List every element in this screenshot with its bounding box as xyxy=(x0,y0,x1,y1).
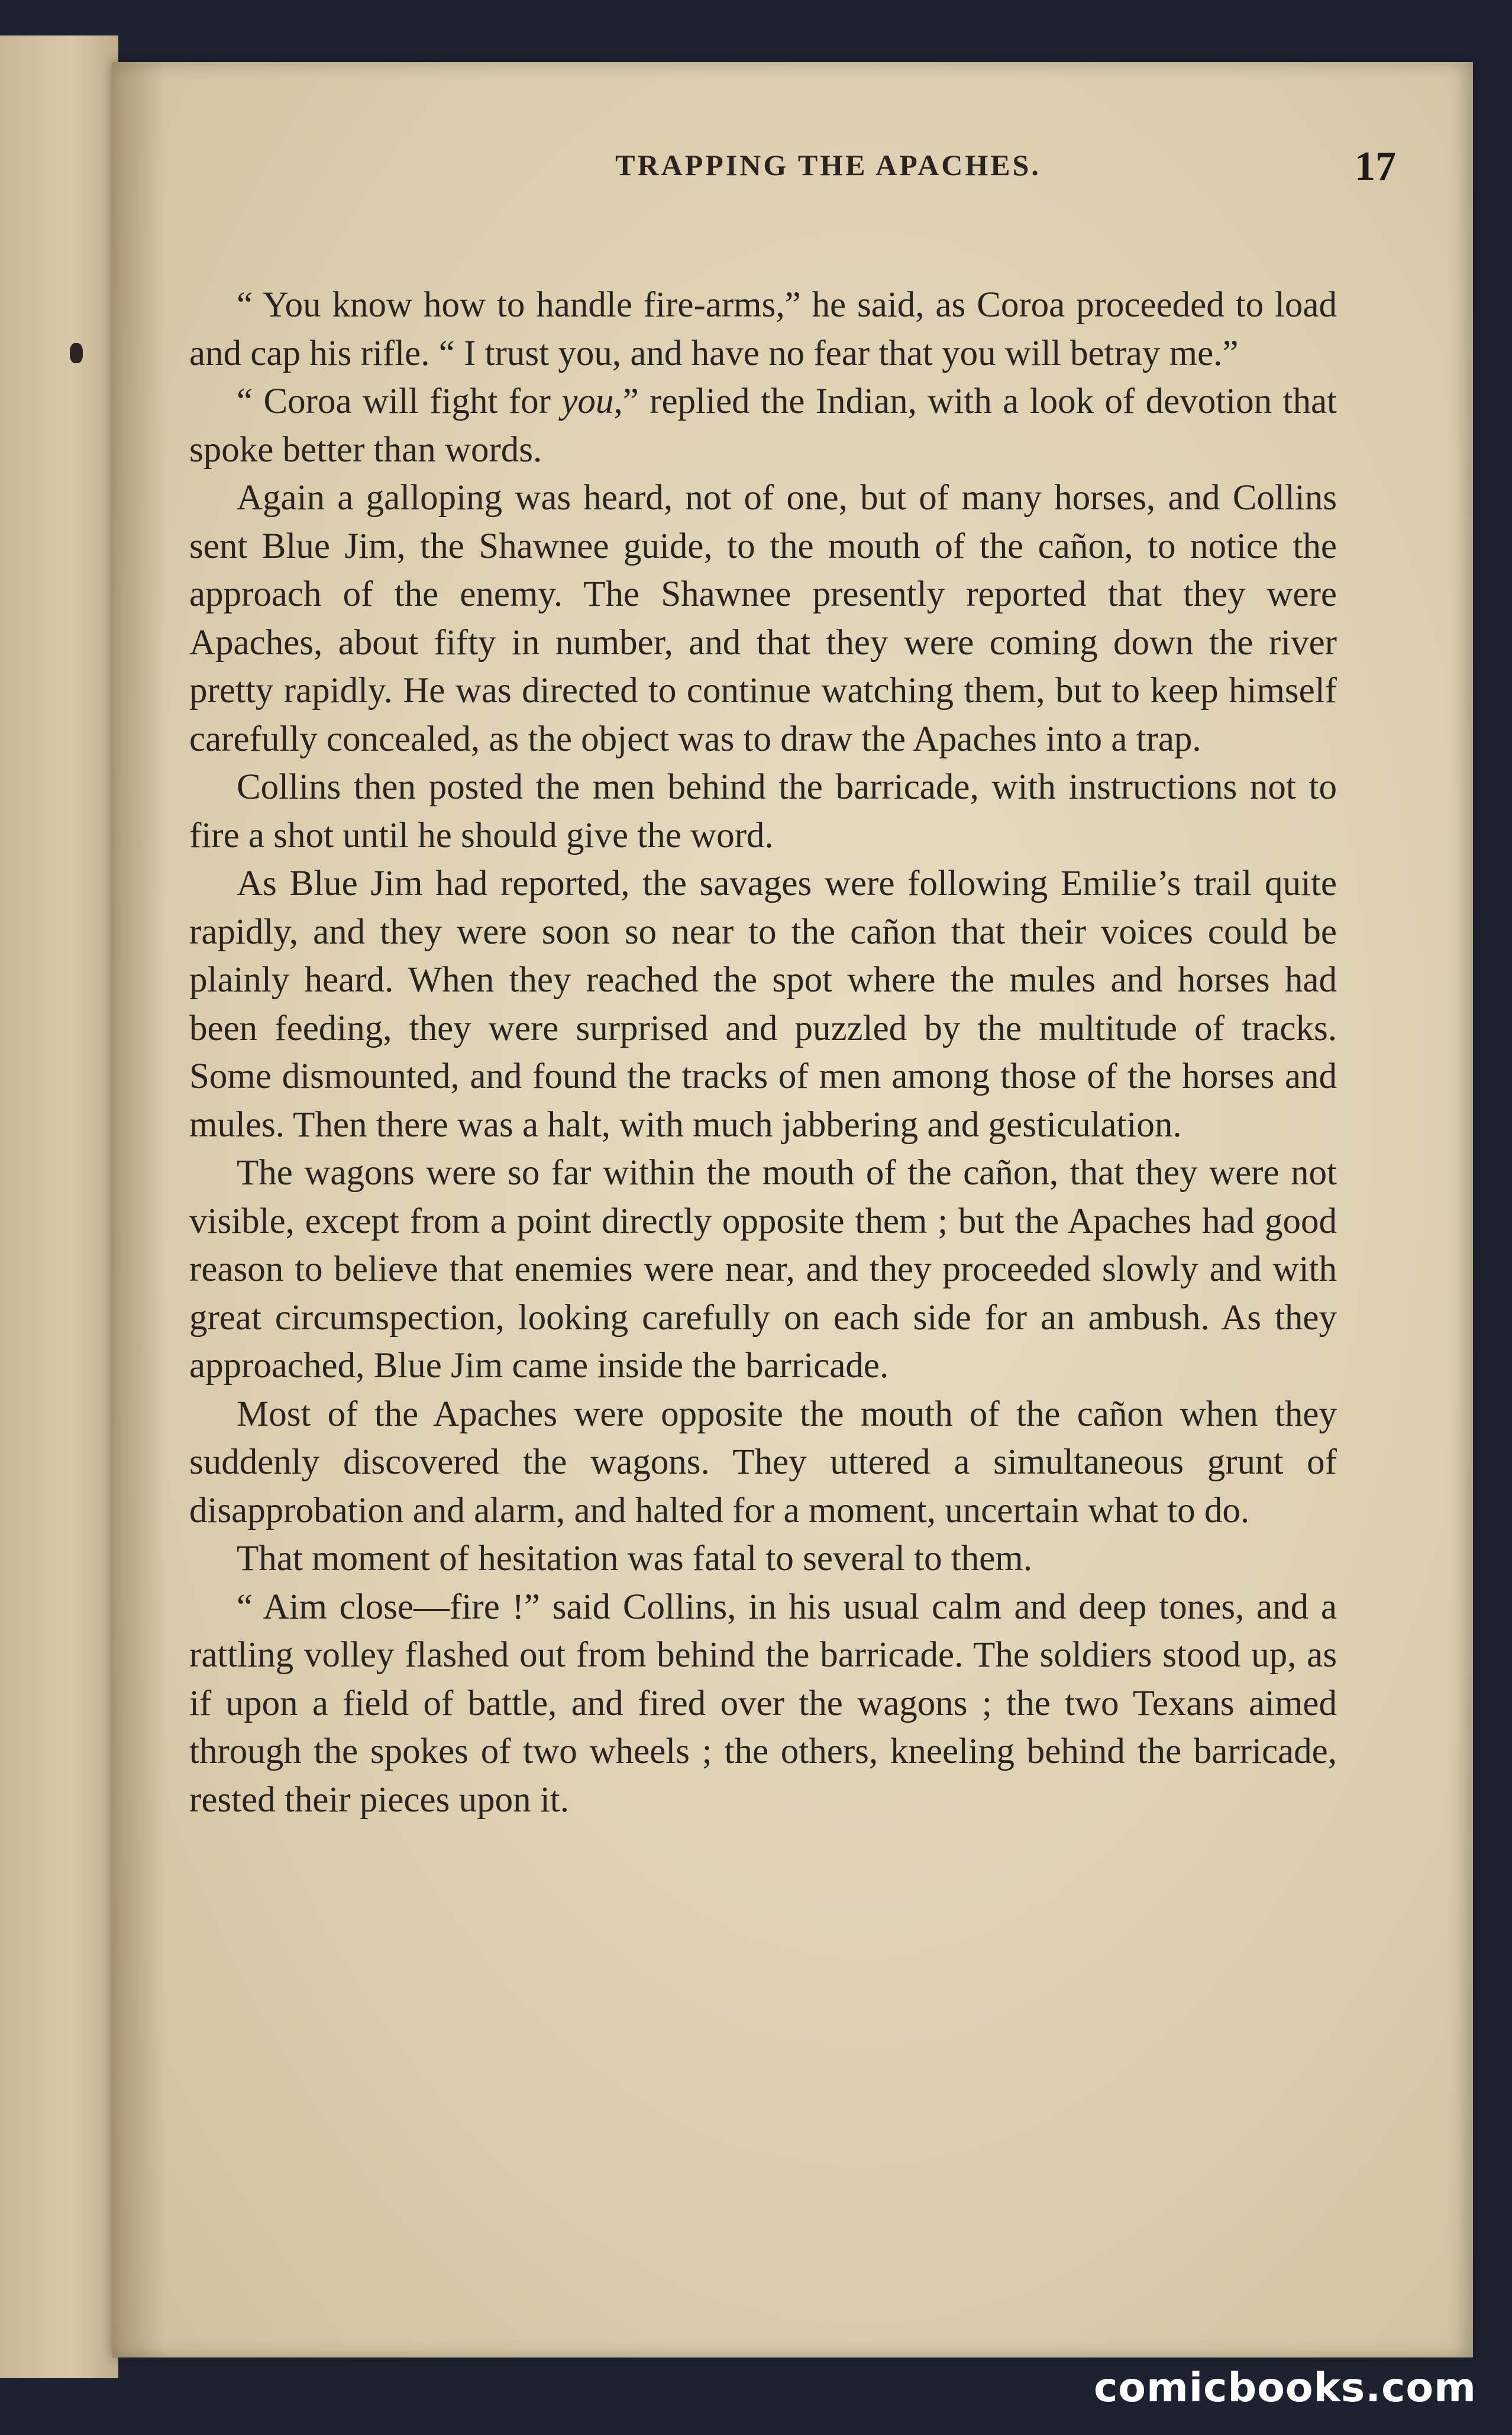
page-gutter-shadow xyxy=(112,62,166,2358)
paragraph: “ You know how to handle fire-arms,” he said, as Coroa proceeded to load and cap his rifle. “ I trust you, and have no fear that you will betray me.” xyxy=(189,285,1337,373)
facing-page-edge xyxy=(0,35,118,2378)
body-text xyxy=(189,281,1337,1824)
emphasized-word: you xyxy=(561,382,614,421)
book-page xyxy=(112,62,1473,2358)
paragraph: Most of the Apaches were opposite the mouth of the cañon when they suddenly discovered the wagons. They uttered a simultaneous grunt of disapprobation and alarm, and halted for a moment, uncertain what to do. xyxy=(189,1394,1337,1530)
paragraph: Collins then posted the men behind the barricade, with instructions not to fire a shot until he should give the word. xyxy=(189,767,1337,855)
paragraph xyxy=(189,377,1337,474)
paragraph: The wagons were so far within the mouth of the cañon, that they were not visible, except from a point directly opposite them ; but the Apaches had good reason to believe that enemies were near, and they proceeded slowly and with great circumspection, looking carefully on each side for an ambush. As they approached, Blue Jim came inside the barricade. xyxy=(189,1153,1337,1386)
paragraph: That moment of hesitation was fatal to several to them. xyxy=(237,1539,1033,1578)
site-watermark: comicbooks.com xyxy=(1093,2365,1477,2411)
paragraph-1-end: ,” replied the Indian, with a look of devotion that spoke better than words. xyxy=(189,382,1337,470)
paragraph-1-start: “ Coroa will fight for xyxy=(237,382,562,421)
paragraph: “ Aim close—fire !” said Collins, in his usual calm and deep tones, and a rattling volley flashed out from behind the barricade. The soldiers stood up, as if upon a field of battle, and fired over the wagons ; the two Texans aimed through the spokes of two wheels ; the others, kneeling behind the barricade, rested their pieces upon it. xyxy=(189,1587,1337,1820)
facing-page-ink-mark xyxy=(70,343,83,363)
running-head xyxy=(112,144,1473,201)
running-head-title: TRAPPING THE APACHES. xyxy=(615,148,1041,182)
paragraph: Again a galloping was heard, not of one, but of many horses, and Collins sent Blue Jim, the Shawnee guide, to the mouth of the cañon, to notice the approach of the enemy. The Shawnee presently reported that they were Apaches, about fifty in number, and that they were coming down the river pretty rapidly. He was directed to continue watching them, but to keep himself carefully concealed, as the object was to draw the Apaches into a trap. xyxy=(189,478,1337,759)
page-number: 17 xyxy=(1355,144,1396,189)
paragraph: As Blue Jim had reported, the savages were following Emilie’s trail quite rapidly, and they were soon so near to the cañon that their voices could be plainly heard. When they reached the spot where the mules and horses had been feeding, they were surprised and puzzled by the multitude of tracks. Some dismounted, and found the tracks of men among those of the horses and mules. Then there was a halt, with much jabbering and gesticulation. xyxy=(189,864,1337,1145)
